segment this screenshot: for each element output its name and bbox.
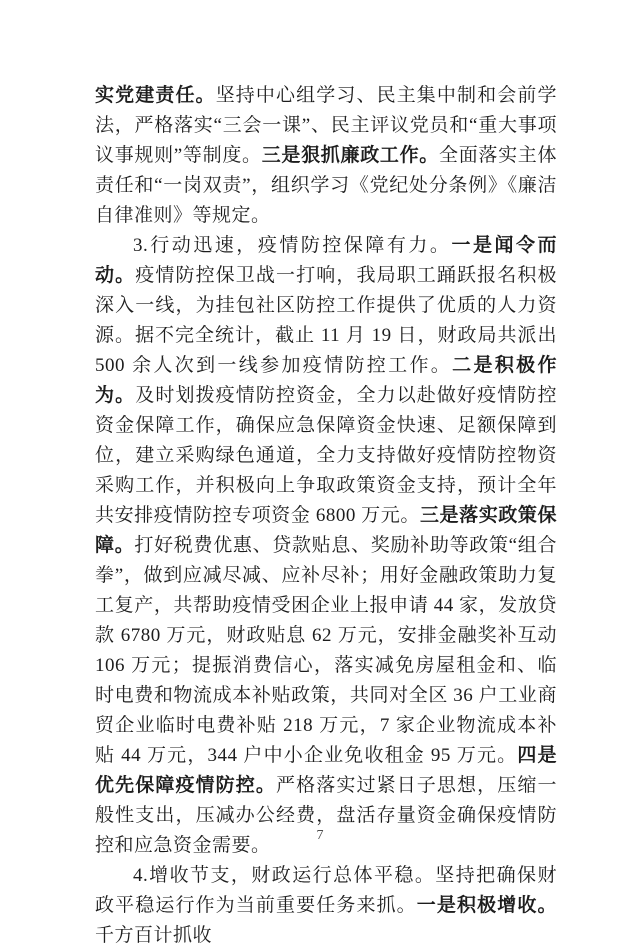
emphasis-text-run: 二是积极作为。 xyxy=(95,355,557,406)
body-text-run: 3.行动迅速，疫情防控保障有力。 xyxy=(133,235,452,256)
emphasis-text-run: 三是落实政策保障。 xyxy=(95,505,557,556)
emphasis-text-run: 一是积极增收。 xyxy=(416,895,557,916)
paragraph xyxy=(95,81,557,231)
emphasis-text-run: 实党建责任。 xyxy=(95,85,216,106)
body-text-run: 疫情防控保卫战一打响，我局职工踊跃报名积极深入一线，为挂包社区防控工作提供了优质的人力资源。据不完全统计，截止 11 月 19 日，财政局共派出 500 余人次到一线参加疫情防控工作。 xyxy=(95,265,557,376)
body-text-run: 全面落实主体责任和“一岗双责”，组织学习《党纪处分条例》《廉洁自律准则》等规定。 xyxy=(95,145,557,226)
body-text-run: 千方百计抓收 xyxy=(95,925,213,946)
page-number: 7 xyxy=(316,828,324,843)
body-text-run: 严格落实过紧日子思想，压缩一般性支出，压减办公经费，盘活存量资金确保疫情防控和应急资金需要。 xyxy=(95,775,557,856)
body-text-run: 及时划拨疫情防控资金，全力以赴做好疫情防控资金保障工作，确保应急保障资金快速、足额保障到位，建立采购绿色通道，全力支持做好疫情防控物资采购工作，并积极向上争取政策资金支持，预计全年共安排疫情防控专项资金 6800 万元。 xyxy=(95,385,557,526)
body-text-run: 4.增收节支，财政运行总体平稳。坚持把确保财政平稳运行作为当前重要任务来抓。 xyxy=(95,865,557,916)
body-text-run: 坚持中心组学习、民主集中制和会前学法，严格落实“三会一课”、民主评议党员和“重大事项议事规则”等制度。 xyxy=(95,85,557,166)
page-footer xyxy=(0,826,640,844)
paragraph xyxy=(95,861,557,951)
body-text-run: 打好税费优惠、贷款贴息、奖励补助等政策“组合拳”，做到应减尽减、应补尽补；用好金融政策助力复工复产，共帮助疫情受困企业上报申请 44 家，发放贷款 6780 万元，财政贴息 62 万元，安排金融奖补互动 106 万元；提振消费信心，落实减免房屋租金和、临时电费和物流成本补贴政策，共同对全区 36 户工业商贸企业临时电费补贴 218 万元，7 家企业物流成本补贴 44 万元，344 户中小企业免收租金 95 万元。 xyxy=(95,535,557,766)
emphasis-text-run: 一是闻令而动。 xyxy=(95,235,557,286)
emphasis-text-run: 三是狠抓廉政工作。 xyxy=(261,145,439,166)
document-body-text xyxy=(95,81,557,951)
emphasis-text-run: 四是优先保障疫情防控。 xyxy=(95,745,557,796)
paragraph xyxy=(95,231,557,861)
